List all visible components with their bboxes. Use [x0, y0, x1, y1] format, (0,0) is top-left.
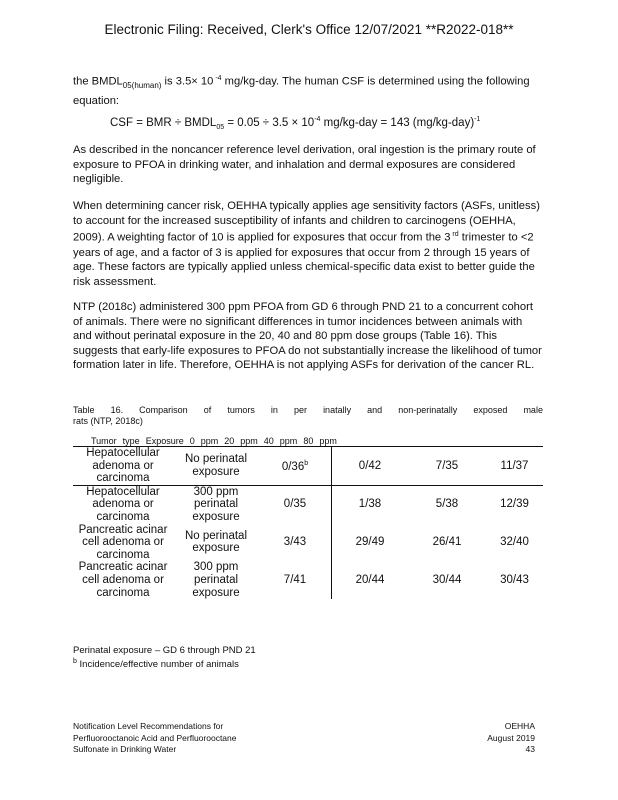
- dose-0-cell-text: 7/41: [283, 573, 307, 586]
- dose-80-cell-text: 11/37: [500, 459, 529, 472]
- dose-20-cell-text: 29/49: [355, 536, 385, 549]
- column-header: type: [122, 436, 140, 446]
- column-header: ppm: [279, 436, 298, 446]
- dose-20-cell-text: 0/42: [358, 459, 382, 472]
- filing-header: Electronic Filing: Received, Clerk's Office 12/07/2021 **R2022-018**: [104, 22, 514, 37]
- caption-word: in: [270, 405, 278, 415]
- caption-word: male: [523, 405, 543, 415]
- exposure-cell: [173, 447, 259, 486]
- dose-0-cell: [259, 447, 332, 486]
- footnote-incidence: [73, 658, 239, 670]
- column-header: 0: [189, 436, 195, 446]
- dose-40-cell: [408, 561, 486, 599]
- exposure-cell-text: No perinatal exposure: [184, 529, 247, 555]
- caption-word: and: [367, 405, 383, 415]
- caption-word: inatally: [323, 405, 352, 415]
- caption-word: 16.: [110, 405, 124, 415]
- footnote-marker: b: [304, 460, 309, 468]
- p3-superscript: rd: [450, 231, 459, 239]
- dose-0-cell-text: 0/35: [283, 498, 307, 511]
- column-header: Tumor: [91, 436, 117, 446]
- tumor-type-cell-text: Hepatocellular adenoma or carcinoma: [86, 485, 160, 523]
- csf-equation: [110, 116, 480, 131]
- dose-0-cell-text: 3/43: [283, 536, 307, 549]
- dose-40-cell-text: 5/38: [435, 498, 459, 511]
- dose-80-cell: [486, 447, 543, 486]
- tumor-type-cell-text: Pancreatic acinar cell adenoma or carcinoma: [78, 523, 168, 561]
- dose-20-cell: [332, 447, 409, 486]
- tumor-type-cell: [73, 447, 173, 486]
- dose-0-cell: [259, 485, 332, 523]
- p1-text-b: is 3.5× 10: [161, 75, 214, 88]
- dose-0-cell: [259, 524, 332, 562]
- paragraph-exposure-route: As described in the noncancer reference level derivation, oral ingestion is the primary route of exposure to PFOA in drinking water, and inhalation and dermal exposures are considered negligible.: [73, 144, 536, 186]
- paragraph-bmdl: [73, 72, 543, 108]
- eq-subscript: 05: [216, 124, 225, 132]
- dose-80-cell-text: 32/40: [500, 536, 529, 549]
- dose-20-cell-text: 1/38: [358, 498, 382, 511]
- dose-20-cell-text: 20/44: [355, 573, 385, 586]
- caption-word: Comparison: [139, 405, 188, 415]
- p3-text-b: trimester to <2 years of age, and a factor of 3 is applied for exposures that occur from 2 through 15 years of age. These factors are typically applied unless chemical-specific data exist to better guide the risk assessment.: [73, 231, 535, 288]
- dose-20-cell: [332, 485, 409, 523]
- column-header: 20: [224, 436, 235, 446]
- column-header: 40: [263, 436, 274, 446]
- eq-part-c: mg/kg-day = 143 (mg/kg-day): [320, 116, 475, 129]
- caption-word: non-perinatally: [398, 405, 458, 415]
- column-header: ppm: [319, 436, 337, 446]
- caption-word: exposed: [473, 405, 508, 415]
- tumor-type-cell: [73, 485, 173, 523]
- p1-superscript: -4: [213, 75, 222, 82]
- dose-80-cell: [486, 524, 543, 562]
- caption-line-2: rats (NTP, 2018c): [73, 416, 143, 426]
- footnote-text: Incidence/effective number of animals: [76, 659, 239, 671]
- dose-20-cell: [332, 524, 409, 562]
- footer-title-2: Perfluorooctanoic Acid and Perfluorooctane: [73, 732, 237, 743]
- p1-text-a: the BMDL: [73, 75, 123, 88]
- footnote-marker: b: [73, 658, 77, 665]
- tumor-type-cell-text: Pancreatic acinar cell adenoma or carcinoma: [78, 561, 168, 599]
- table-row: [73, 447, 543, 486]
- column-header: 80: [303, 436, 314, 446]
- column-header: ppm: [240, 436, 258, 446]
- dose-40-cell-text: 30/44: [432, 573, 462, 586]
- exposure-cell-text: 300 ppm perinatal exposure: [192, 561, 240, 599]
- tumor-type-cell: [73, 561, 173, 599]
- exposure-cell: [173, 561, 259, 599]
- caption-word: of: [203, 405, 212, 415]
- footer-title-1: Notification Level Recommendations for: [73, 721, 224, 731]
- dose-40-cell: [408, 524, 486, 562]
- eq-superscript: -4: [314, 116, 321, 123]
- eq-superscript-2: -1: [474, 116, 481, 123]
- column-header: Exposure: [145, 436, 184, 446]
- paragraph-asf: [73, 199, 543, 289]
- dose-0-cell-text: 0/36: [281, 461, 305, 473]
- dose-80-cell: [486, 485, 543, 523]
- tumor-type-cell-text: Hepatocellular adenoma or carcinoma: [86, 447, 160, 485]
- dose-20-cell: [332, 561, 409, 599]
- dose-80-cell: [486, 561, 543, 599]
- p3-text-a: When determining cancer risk, OEHHA typically applies age sensitivity factors (ASFs, unitless) to account for the increased susceptibility of infants and children to carcinogens (OEHHA, 2009). A weighting factor of 10 is applied for exposures that occur from the 3: [73, 200, 540, 244]
- dose-40-cell: [408, 485, 486, 523]
- footer-org: OEHHA: [504, 721, 535, 731]
- table-row: [73, 485, 543, 523]
- dose-80-cell-text: 12/39: [500, 498, 529, 511]
- exposure-cell-text: 300 ppm perinatal exposure: [192, 485, 240, 523]
- column-header: ppm: [200, 436, 219, 446]
- tumor-type-cell: [73, 524, 173, 562]
- column-headers: [91, 436, 343, 446]
- dose-40-cell: [408, 447, 486, 486]
- dose-40-cell-text: 26/41: [432, 536, 462, 549]
- dose-80-cell-text: 30/43: [500, 573, 529, 586]
- page-footer: [73, 721, 535, 756]
- table-caption: [73, 405, 543, 427]
- footer-date: August 2019: [487, 732, 535, 743]
- tumor-table: [73, 446, 543, 599]
- footer-title-3: Sulfonate in Drinking Water: [73, 744, 177, 754]
- p1-subscript: 05(human): [122, 80, 162, 90]
- paragraph-ntp: NTP (2018c) administered 300 ppm PFOA from GD 6 through PND 21 to a concurrent cohort of animals. There were no significant differences in tumor incidences between animals with and without perinatal exposure in the 20, 40 and 80 ppm dose groups (Table 16). This suggests that early-life exposures to PFOA do not substantially increase the likelihood of tumor formation later in life. Therefore, OEHHA is not applying ASFs for derivation of the cancer RL.: [73, 301, 542, 372]
- exposure-cell-text: No perinatal exposure: [184, 453, 247, 478]
- table-row: [73, 561, 543, 599]
- caption-word: per: [293, 405, 307, 415]
- dose-40-cell-text: 7/35: [435, 459, 459, 472]
- exposure-cell: [173, 524, 259, 562]
- exposure-cell: [173, 485, 259, 523]
- table-row: [73, 524, 543, 562]
- p1-text-c: mg/kg-day. The human CSF is determined using the following equation:: [73, 75, 530, 107]
- page-number: 43: [525, 744, 535, 754]
- caption-word: tumors: [227, 405, 255, 415]
- caption-word: Table: [73, 405, 95, 415]
- caption-line-1: [73, 405, 543, 416]
- eq-part-a: CSF = BMR ÷ BMDL: [110, 116, 217, 129]
- footnote-perinatal: Perinatal exposure – GD 6 through PND 21: [73, 645, 256, 656]
- eq-part-b: = 0.05 ÷ 3.5 × 10: [224, 116, 315, 129]
- dose-0-cell: [259, 561, 332, 599]
